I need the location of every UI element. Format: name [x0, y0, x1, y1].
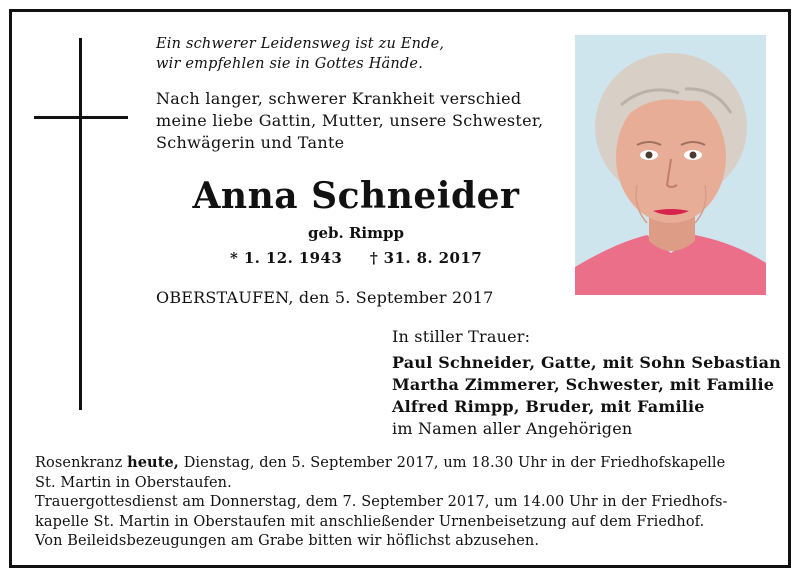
mourner-name: Paul Schneider, Gatte, mit Sohn Sebastian [392, 353, 781, 372]
motto [156, 34, 556, 74]
cross-icon [79, 38, 82, 410]
intro-line: meine liebe Gattin, Mutter, unsere Schwester, [156, 111, 544, 130]
mourners-block [392, 326, 782, 440]
portrait-photo [575, 35, 766, 295]
motto-line: wir empfehlen sie in Gottes Hände. [156, 56, 424, 72]
condolences-note: Von Beileidsbezeugungen am Grabe bitten wir höflichst abzusehen. [35, 533, 540, 549]
intro-line: Schwägerin und Tante [156, 133, 345, 152]
mourners-heading: In stiller Trauer: [392, 327, 531, 346]
life-dates [156, 248, 556, 268]
service-line-1: Trauergottesdienst am Donnerstag, dem 7. September 2017, um 14.00 Uhr in der Friedhofs- [35, 494, 728, 510]
birth-date: * 1. 12. 1943 [229, 249, 343, 267]
mourner-name: Alfred Rimpp, Bruder, mit Familie [392, 397, 705, 416]
maiden-name: geb. Rimpp [308, 224, 404, 242]
portrait-image [575, 35, 766, 295]
service-details [35, 453, 775, 552]
motto-line: Ein schwerer Leidensweg ist zu Ende, [156, 36, 445, 52]
mourner-name: Martha Zimmerer, Schwester, mit Familie [392, 375, 775, 394]
death-date: † 31. 8. 2017 [369, 249, 483, 267]
deceased-name: Anna Schneider [192, 175, 520, 217]
intro-line: Nach langer, schwerer Krankheit verschied [156, 89, 522, 108]
cross-icon-bar [34, 116, 128, 119]
rosary-prefix: Rosenkranz [35, 455, 123, 471]
mourners-closing: im Namen aller Angehörigen [392, 419, 633, 438]
rosary-line [35, 453, 775, 474]
place-date: OBERSTAUFEN, den 5. September 2017 [156, 288, 494, 307]
rosary-day: heute, [127, 454, 179, 471]
rosary-line-2: St. Martin in Oberstaufen. [35, 474, 232, 491]
intro-text [156, 88, 576, 154]
service-line-2: kapelle St. Martin in Oberstaufen mit anschließender Urnenbeisetzung auf dem Friedhof. [35, 513, 705, 530]
rosary-details: Dienstag, den 5. September 2017, um 18.30 Uhr in der Friedhofskapelle [183, 455, 726, 471]
